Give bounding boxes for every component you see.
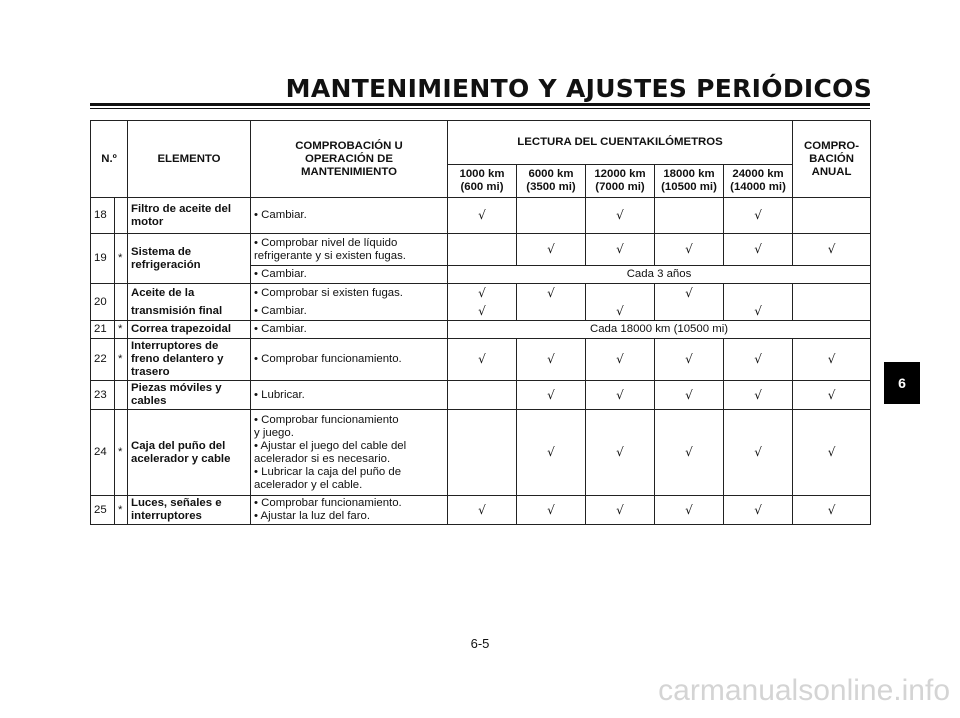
cell-line: Piezas móviles y [131, 382, 222, 394]
check-cell: √ [724, 303, 793, 321]
cell-line: Filtro de aceite del [131, 202, 232, 215]
check-cell: √ [517, 381, 586, 410]
operation-cell [251, 266, 448, 284]
cell-line: • Lubricar la caja del puño de [254, 465, 402, 478]
check-cell [793, 284, 871, 303]
table-row [91, 198, 871, 234]
check-cell: √ [586, 381, 655, 410]
table-row [91, 410, 871, 496]
section-tab: 6 [884, 362, 920, 404]
row-number: 25 [91, 496, 115, 525]
check-cell: √ [793, 410, 871, 496]
cell-line: • Cambiar. [254, 209, 307, 221]
check-cell: √ [724, 234, 793, 266]
element-name [128, 339, 251, 381]
row-asterisk [115, 198, 128, 234]
check-cell: √ [586, 198, 655, 234]
check-cell: √ [655, 381, 724, 410]
title-rule [90, 103, 870, 106]
header-km-1000: 1000 km (600 mi) [448, 165, 517, 198]
table-row [91, 496, 871, 525]
header-elemento: ELEMENTO [128, 121, 251, 198]
row-asterisk: * [115, 410, 128, 496]
check-cell: √ [724, 410, 793, 496]
check-cell: √ [724, 198, 793, 234]
header-lectura: LECTURA DEL CUENTAKILÓMETROS [448, 121, 793, 165]
check-cell [724, 284, 793, 303]
cell-line: • Comprobar si existen fugas. [254, 286, 403, 299]
check-cell: √ [448, 339, 517, 381]
check-cell: √ [517, 496, 586, 525]
cell-line: acelerador y el cable. [254, 478, 363, 491]
cell-line: • Cambiar. [254, 268, 307, 280]
watermark: carmanualsonline.info [658, 674, 950, 707]
cell-line: • Lubricar. [254, 388, 305, 401]
check-cell: √ [586, 234, 655, 266]
header-km-6000: 6000 km (3500 mi) [517, 165, 586, 198]
table-row [91, 321, 871, 339]
operation-cell [251, 234, 448, 266]
operation-cell [251, 496, 448, 525]
cell-line: y juego. [254, 426, 294, 439]
cell-line: cables [131, 395, 167, 407]
cell-line: • Cambiar. [254, 304, 307, 317]
check-cell [655, 303, 724, 321]
cell-line: interruptores [131, 510, 202, 522]
cell-line: Caja del puño del [131, 439, 226, 452]
operation-cell [251, 381, 448, 410]
table-row [91, 339, 871, 381]
maintenance-table [90, 120, 871, 525]
title-rule-thin [90, 108, 870, 109]
check-cell [793, 303, 871, 321]
row-asterisk: * [115, 321, 128, 339]
row-number: 24 [91, 410, 115, 496]
cell-line: • Ajustar la luz del faro. [254, 510, 371, 522]
cell-line: • Comprobar funcionamiento. [254, 497, 402, 509]
check-cell [793, 198, 871, 234]
row-asterisk: * [115, 339, 128, 381]
element-name [128, 381, 251, 410]
row-asterisk [115, 381, 128, 410]
row-number: 22 [91, 339, 115, 381]
cell-line: Luces, señales e [131, 497, 222, 509]
check-cell [448, 410, 517, 496]
check-cell: √ [448, 496, 517, 525]
check-cell: √ [448, 303, 517, 321]
operation-cell [251, 339, 448, 381]
operation-cell [251, 410, 448, 496]
element-name [128, 496, 251, 525]
check-cell: √ [655, 496, 724, 525]
header-anual: COMPRO- BACIÓN ANUAL [793, 121, 871, 198]
element-name [128, 284, 251, 303]
page-number: 6-5 [470, 636, 490, 651]
check-cell [448, 234, 517, 266]
header-comprobacion: COMPROBACIÓN U OPERACIÓN DE MANTENIMIENTO [251, 121, 448, 198]
element-name [128, 303, 251, 321]
cell-line: • Ajustar el juego del cable del [254, 439, 407, 452]
check-cell: √ [793, 234, 871, 266]
operation-cell [251, 198, 448, 234]
operation-cell [251, 284, 448, 303]
interval-note: Cada 3 años [448, 266, 871, 284]
cell-line: Interruptores de [131, 340, 219, 352]
check-cell [586, 284, 655, 303]
check-cell: √ [793, 381, 871, 410]
check-cell: √ [517, 339, 586, 381]
check-cell: √ [655, 284, 724, 303]
check-cell: √ [724, 381, 793, 410]
header-km-18000: 18000 km (10500 mi) [655, 165, 724, 198]
table-row [91, 234, 871, 266]
check-cell: √ [517, 410, 586, 496]
row-asterisk [115, 284, 128, 321]
check-cell: √ [724, 339, 793, 381]
check-cell: √ [793, 496, 871, 525]
check-cell [448, 381, 517, 410]
cell-line: acelerador y cable [131, 452, 231, 465]
check-cell: √ [655, 410, 724, 496]
row-asterisk: * [115, 234, 128, 284]
row-number: 18 [91, 198, 115, 234]
row-number: 21 [91, 321, 115, 339]
header-num: N.º [91, 121, 128, 198]
cell-line: motor [131, 215, 164, 228]
page-title: MANTENIMIENTO Y AJUSTES PERIÓDICOS [285, 74, 872, 103]
cell-line: • Comprobar funcionamiento [254, 413, 399, 426]
check-cell: √ [448, 198, 517, 234]
cell-line: transmisión final [131, 304, 223, 317]
check-cell: √ [793, 339, 871, 381]
header-km-24000: 24000 km (14000 mi) [724, 165, 793, 198]
check-cell [517, 303, 586, 321]
table-row [91, 381, 871, 410]
element-name [128, 410, 251, 496]
check-cell: √ [655, 234, 724, 266]
cell-line: freno delantero y [131, 353, 224, 365]
element-name [128, 198, 251, 234]
check-cell: √ [448, 284, 517, 303]
check-cell: √ [517, 234, 586, 266]
cell-line: Sistema de [131, 245, 192, 258]
cell-line: • Comprobar nivel de líquido [254, 236, 398, 249]
header-km-12000: 12000 km (7000 mi) [586, 165, 655, 198]
row-number: 19 [91, 234, 115, 284]
table-row [91, 303, 871, 321]
cell-line: acelerador si es necesario. [254, 452, 391, 465]
cell-line: refrigerante y si existen fugas. [254, 249, 406, 262]
element-name [128, 321, 251, 339]
cell-line: Aceite de la [131, 286, 195, 299]
cell-line: • Comprobar funcionamiento. [254, 353, 402, 365]
check-cell: √ [586, 339, 655, 381]
operation-cell [251, 303, 448, 321]
check-cell: √ [517, 284, 586, 303]
cell-line: Correa trapezoidal [131, 323, 232, 335]
check-cell [655, 198, 724, 234]
interval-note: Cada 18000 km (10500 mi) [448, 321, 871, 339]
cell-line: trasero [131, 366, 170, 378]
row-number: 20 [91, 284, 115, 321]
row-number: 23 [91, 381, 115, 410]
check-cell: √ [586, 410, 655, 496]
check-cell: √ [586, 496, 655, 525]
operation-cell [251, 321, 448, 339]
check-cell [517, 198, 586, 234]
check-cell: √ [724, 496, 793, 525]
cell-line: refrigeración [131, 258, 201, 271]
table-body [91, 198, 871, 525]
check-cell: √ [586, 303, 655, 321]
check-cell: √ [655, 339, 724, 381]
row-asterisk: * [115, 496, 128, 525]
cell-line: • Cambiar. [254, 323, 307, 335]
table-row [91, 284, 871, 303]
element-name [128, 234, 251, 284]
